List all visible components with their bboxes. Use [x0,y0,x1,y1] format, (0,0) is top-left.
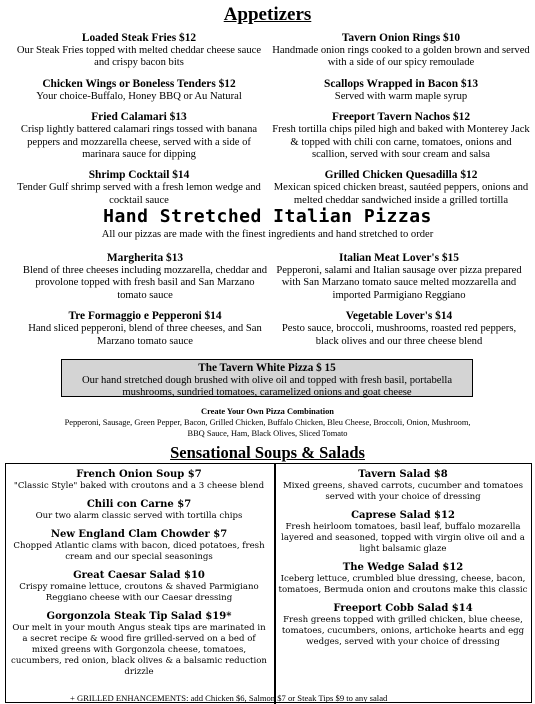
item-name: Freeport Cobb Salad $14 [333,603,473,614]
item-desc: Chopped Atlantic clams with bacon, diced potatoes, fresh cream and our special seasonings [13,541,265,562]
item-name: Shrimp Cocktail $14 [88,169,190,182]
item-desc: Fresh heirloom tomatoes, basil leaf, buffalo mozarella layered and seasoned, topped with virgin olive oil and a light balsamic glaze [281,522,525,554]
pizzas-right-column [274,252,524,356]
item-desc: Our Steak Fries topped with melted cheddar cheese sauce and crispy bacon bits [16,45,262,69]
menu-item [8,169,270,207]
menu-item [10,611,268,678]
menu-item [274,252,524,302]
item-name: Scallops Wrapped in Bacon $13 [323,77,479,90]
item-desc: Our hand stretched dough brushed with olive oil and topped with fresh basil, portabella mushrooms, sundried tomatoes, caramelized onions and goat cheese [81,375,453,398]
item-name: Chili con Carne $7 [86,499,192,510]
item-name: Gorgonzola Steak Tip Salad $19* [46,611,232,622]
item-desc: "Classic Style" baked with croutons and a 3 cheese blend [13,481,265,491]
menu-item [10,570,268,604]
create-your-own-title: Create Your Own Pizza Combination [201,407,334,416]
menu-item [8,32,270,70]
item-name: New England Clam Chowder $7 [50,529,228,540]
menu-item [278,562,528,596]
item-desc: Fresh greens topped with grilled chicken, blue cheese, tomatoes, cucumbers, onions, artichoke hearts and egg wedges, served with your choice of dressing [281,615,525,647]
item-name: Tavern Salad $8 [358,469,448,480]
item-desc: Mixed greens, shaved carrots, cucumber and tomatoes served with your choice of dressing [283,481,523,502]
menu-item [20,252,270,302]
pizzas-title: Hand Stretched Italian Pizzas [103,206,432,227]
menu-item [20,310,270,348]
menu-item [8,78,270,103]
item-desc: Our melt in your mouth Angus steak tips are marinated in a secret recipe & wood fire grilled-served on a bed of mixed greens with Gorgonzola cheese, tomatoes, cucumbers, red onion, black olives & a balsamic reduction drizzle [11,623,267,677]
grilled-enhancements-note: + GRILLED ENHANCEMENTS: add Chicken $6, Salmon $7 or Steak Tips $9 to any salad [70,693,388,703]
item-desc: Our two alarm classic served with tortilla chips [35,511,243,521]
item-name: Loaded Steak Fries $12 [81,32,197,44]
item-desc: Pesto sauce, broccoli, mushrooms, roasted red peppers, black olives and our three cheese blend [281,323,517,347]
menu-item [272,169,530,207]
item-desc: Your choice-Buffalo, Honey BBQ or Au Natural [36,90,242,102]
white-pizza-box [61,359,473,397]
item-name: The Wedge Salad $12 [342,562,464,573]
soups-salads-box [5,463,532,703]
menu-item [278,510,528,555]
item-name: Fried Calamari $13 [91,111,187,124]
item-name: Grilled Chicken Quesadilla $12 [324,169,478,182]
item-desc: Mexican spiced chicken breast, sautéed peppers, onions and melted cheddar sandwiched inside a grilled tortilla [273,182,529,206]
column-divider [274,464,276,704]
menu-item [10,499,268,522]
item-name: Vegetable Lover's $14 [345,310,453,323]
appetizers-left-column [8,32,270,215]
item-name: Tavern Onion Rings $10 [341,32,461,44]
soups-salads-title: Sensational Soups & Salads [170,443,365,462]
item-name: The Tavern White Pizza $ 15 [198,362,336,374]
item-name: Margherita $13 [106,252,184,264]
item-desc: Iceberg lettuce, crumbled blue dressing, cheese, bacon, tomatoes, Bermuda onion and croutons make this classic [278,574,528,595]
item-name: Italian Meat Lover's $15 [339,252,459,264]
item-name: Great Caesar Salad $10 [73,570,205,581]
item-name: Freeport Tavern Nachos $12 [331,111,471,124]
menu-item [10,529,268,563]
menu-item [272,111,530,161]
item-desc: Blend of three cheeses including mozzarella, cheddar and provolone topped with fresh basil and San Marzano tomato sauce [22,265,268,301]
item-name: Chicken Wings or Boneless Tenders $12 [42,77,236,90]
item-desc: Tender Gulf shrimp served with a fresh lemon wedge and cocktail sauce [17,182,261,206]
appetizers-right-column [272,32,530,215]
item-name: Tre Formaggio e Pepperoni $14 [68,310,222,323]
soups-left-column [10,469,268,685]
menu-item [274,310,524,348]
create-your-own-toppings: Pepperoni, Sausage, Green Pepper, Bacon, Grilled Chicken, Buffalo Chicken, Bleu Cheese, Broccoli, Onion, Mushroom, BBQ Sauce, Ham, Black Olives, Sliced Tomato [64,418,471,438]
item-desc: Crispy romaine lettuce, croutons & shaved Parmigiano Reggiano cheese with our Caesar dressing [19,582,259,603]
item-name: Caprese Salad $12 [351,510,455,521]
item-desc: Pepperoni, salami and Italian sausage over pizza prepared with San Marzano tomato sauce melted mozzarella and imported Parmigiano Reggiano [276,265,522,301]
item-desc: Fresh tortilla chips piled high and baked with Monterey Jack & topped with chili con carne, tomatoes, onions and scallion, served with sour cream and salsa [272,124,530,161]
menu-item [278,603,528,648]
menu-item [272,78,530,103]
item-desc: Served with warm maple syrup [334,90,468,102]
item-desc: Crisp lightly battered calamari rings tossed with banana peppers and mozzarella cheese, served with a side of marinara sauce for dipping [20,124,258,161]
menu-item [272,32,530,70]
item-desc: Hand sliced pepperoni, blend of three cheeses, and San Marzano tomato sauce [28,323,262,347]
menu-item [278,469,528,503]
menu-item [8,111,270,161]
pizzas-left-column [20,252,270,356]
pizzas-subtitle: All our pizzas are made with the finest ingredients and hand stretched to order [101,229,434,240]
menu-item [10,469,268,492]
appetizers-title: Appetizers [223,4,312,25]
item-desc: Handmade onion rings cooked to a golden brown and served with a side of our spicy remoulade [272,45,530,69]
soups-right-column [278,469,528,655]
item-name: French Onion Soup $7 [76,469,202,480]
